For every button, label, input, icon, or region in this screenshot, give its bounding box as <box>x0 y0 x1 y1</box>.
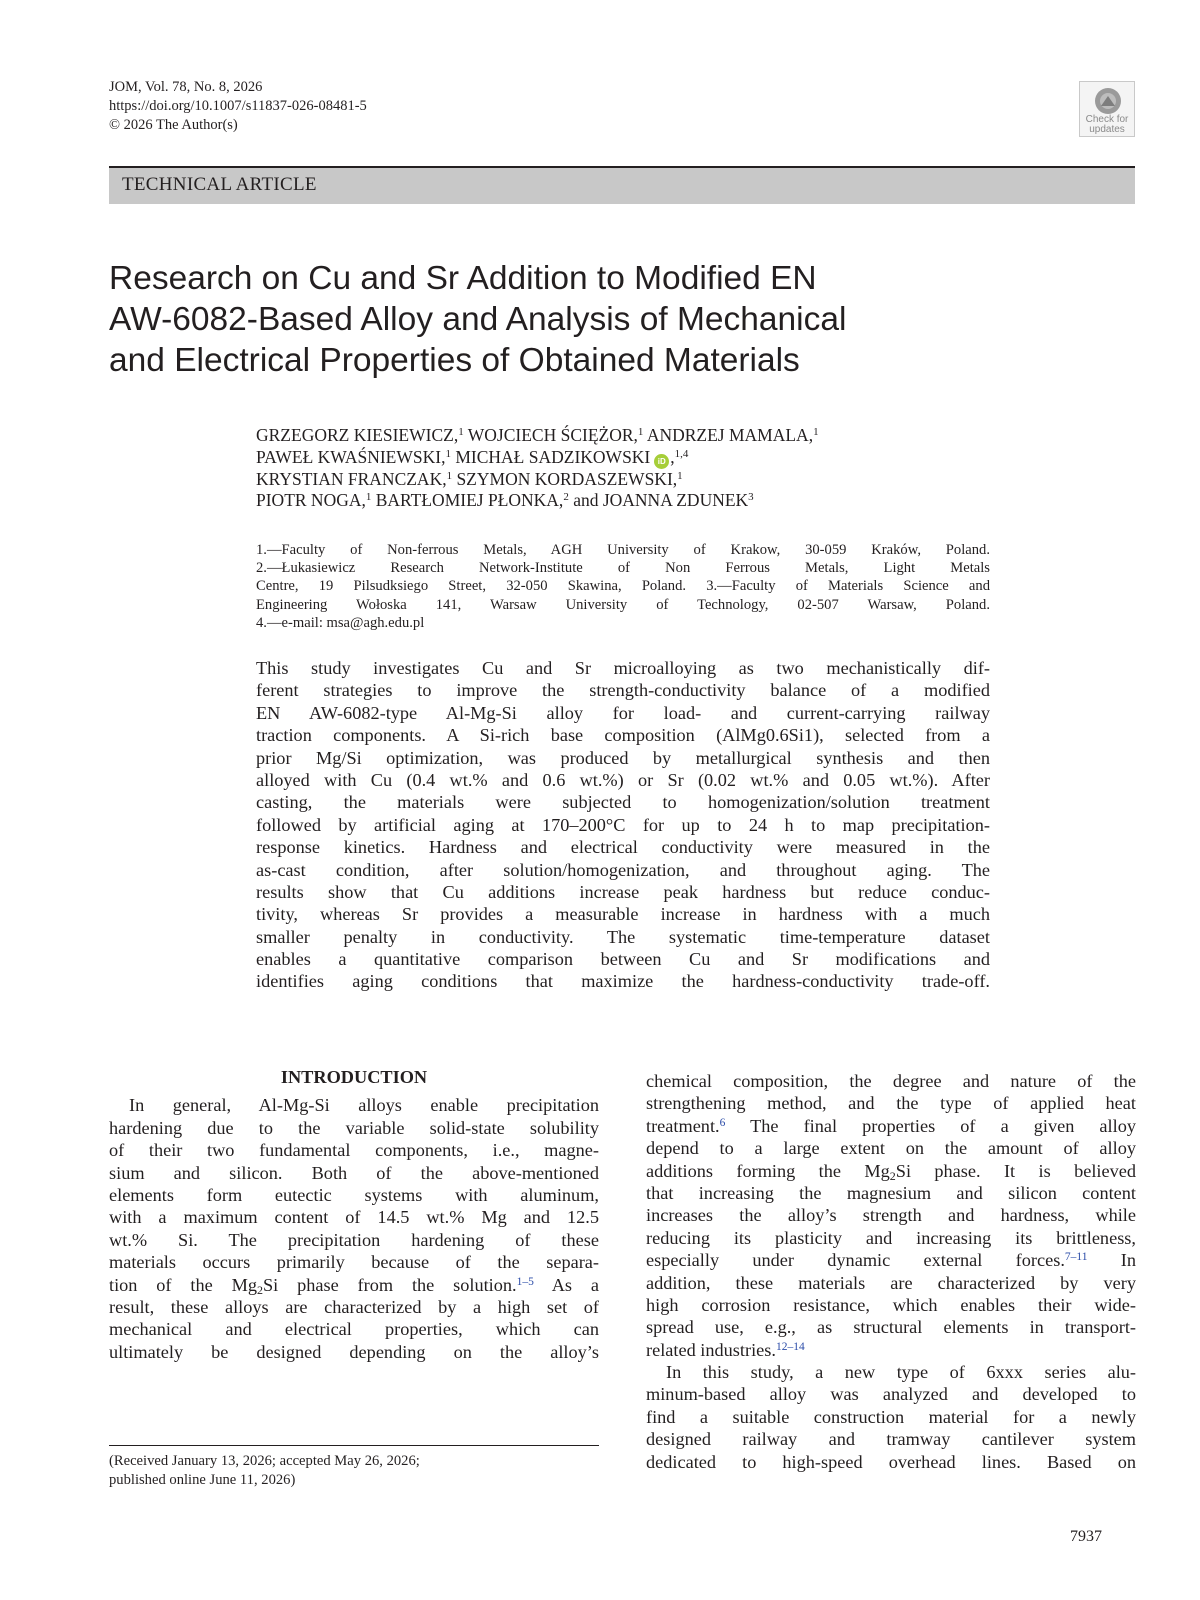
author-list <box>256 425 819 512</box>
abstract <box>256 657 990 993</box>
email-line[interactable]: 4.—e-mail: msa@agh.edu.pl <box>256 614 425 631</box>
affiliation-mark: 1 <box>677 469 683 482</box>
text-run: treatment. <box>646 1115 720 1136</box>
body-line: dedicated to high-speed overhead lines. Based on <box>646 1451 1136 1472</box>
author-name: PAWEŁ KWAŚNIEWSKI, <box>256 446 446 467</box>
abstract-line: response kinetics. Hardness and electrical conductivity were measured in the <box>256 837 990 858</box>
body-line: depend to a large extent on the amount of alloy <box>646 1138 1136 1159</box>
body-line: with a maximum content of 14.5 wt.% Mg and 12.5 <box>109 1207 599 1228</box>
subscript: 2 <box>256 1282 263 1296</box>
affiliation-mark: 1 <box>458 426 464 438</box>
text-run: As a <box>533 1274 599 1295</box>
body-line: sium and silicon. Both of the above-mentioned <box>109 1162 599 1183</box>
body-line: ultimately be designed depending on the alloy’s <box>109 1341 599 1362</box>
body-column-right <box>646 1070 1136 1473</box>
affiliation-line: Centre, 19 Pilsudksiego Street, 32-050 Skawina, Poland. 3.—Faculty of Materials Science and <box>256 578 990 595</box>
body-line: In this study, a new type of 6xxx series alu- <box>666 1362 1136 1383</box>
abstract-line: enables a quantitative comparison between Cu and Sr modifications and <box>256 949 990 970</box>
citation-link[interactable]: 1–5 <box>516 1275 534 1288</box>
article-title <box>109 258 1009 381</box>
body-line: result, these alloys are characterized by a high set of <box>109 1296 599 1317</box>
author-name: SZYMON KORDASZEWSKI, <box>452 468 678 489</box>
author-name: GRZEGORZ KIESIEWICZ, <box>256 425 459 445</box>
abstract-line: traction components. A Si-rich base composition (AlMg0.6Si1), selected from a <box>256 725 990 746</box>
abstract-line: prior Mg/Si optimization, was produced by metallurgical synthesis and then <box>256 747 990 768</box>
text-run: Si phase from the solution. <box>262 1274 517 1295</box>
text-run: related industries. <box>646 1339 776 1360</box>
abstract-line: ferent strategies to improve the strength-conductivity balance of a modified <box>256 680 990 701</box>
body-line: mechanical and electrical properties, which can <box>109 1319 599 1340</box>
body-line: materials occurs primarily because of the separa- <box>109 1252 599 1273</box>
body-line: reducing its plasticity and increasing its brittleness, <box>646 1227 1136 1248</box>
author-name: BARTŁOMIEJ PŁONKA, <box>371 490 564 510</box>
affiliations <box>256 541 990 632</box>
abstract-line: This study investigates Cu and Sr microalloying as two mechanistically dif- <box>256 658 990 678</box>
abstract-line: as-cast condition, after solution/homogenization, and throughout aging. The <box>256 859 990 880</box>
author-name: WOJCIECH ŚCIĘŻOR, <box>463 425 638 445</box>
check-updates-icon <box>1093 86 1123 116</box>
affiliation-mark: 1 <box>445 447 451 460</box>
affiliation-mark: 1 <box>813 426 819 438</box>
subscript: 2 <box>889 1168 896 1182</box>
body-line: chemical composition, the degree and nature of the <box>646 1071 1136 1091</box>
body-line: minum-based alloy was analyzed and developed to <box>646 1384 1136 1405</box>
text-run: In <box>1087 1250 1136 1271</box>
body-line <box>646 1160 1136 1182</box>
affiliation-mark: 1 <box>446 469 453 482</box>
body-line: designed railway and tramway cantilever system <box>646 1429 1136 1450</box>
abstract-line: results show that Cu additions increase peak hardness but reduce conduc- <box>256 881 990 902</box>
body-line: hardening due to the variable solid-state solubility <box>109 1117 599 1138</box>
title-line: Research on Cu and Sr Addition to Modified EN <box>109 260 817 297</box>
text-run: tion of the Mg <box>109 1274 257 1295</box>
author-name: KRYSTIAN FRANCZAK, <box>256 468 447 489</box>
body-line: high corrosion resistance, which enables their wide- <box>646 1294 1136 1315</box>
body-line: that increasing the magnesium and silicon content <box>646 1182 1136 1203</box>
body-line: wt.% Si. The precipitation hardening of these <box>109 1229 599 1250</box>
abstract-line: EN AW-6082-type Al-Mg-Si alloy for load- and current-carrying railway <box>256 702 990 723</box>
body-line: strengthening method, and the type of applied heat <box>646 1093 1136 1114</box>
footnote-divider <box>109 1445 599 1446</box>
body-line <box>646 1249 1136 1271</box>
author-name: and JOANNA ZDUNEK <box>568 490 749 510</box>
affiliation-mark: 1 <box>365 491 372 503</box>
body-column-left <box>109 1066 599 1363</box>
affiliation-mark: 3 <box>748 491 754 503</box>
body-line: spread use, e.g., as structural elements in transport- <box>646 1317 1136 1338</box>
text-run: additions forming the Mg <box>646 1160 890 1181</box>
body-line: increases the alloy’s strength and hardness, while <box>646 1205 1136 1226</box>
body-line <box>646 1339 1136 1361</box>
check-for-updates-badge[interactable] <box>1079 81 1135 137</box>
body-line: of their two fundamental components, i.e., magne- <box>109 1140 599 1161</box>
badge-line-2: updates <box>1089 124 1125 135</box>
author-line <box>256 447 819 469</box>
author-line <box>256 469 819 491</box>
badge-line-1: Check for <box>1085 114 1129 125</box>
citation-link[interactable]: 7–11 <box>1064 1251 1088 1264</box>
body-line: elements form eutectic systems with aluminum, <box>109 1184 599 1205</box>
affiliation-line: 1.—Faculty of Non-ferrous Metals, AGH University of Krakow, 30-059 Kraków, Poland. <box>256 542 990 558</box>
abstract-line: smaller penalty in conductivity. The systematic time-temperature dataset <box>256 926 990 947</box>
received-line: published online June 11, 2026) <box>109 1472 296 1488</box>
abstract-line: casting, the materials were subjected to homogenization/solution treatment <box>256 792 990 813</box>
title-line: and Electrical Properties of Obtained Materials <box>109 342 800 379</box>
section-heading-introduction: INTRODUCTION <box>280 1067 428 1087</box>
text-run: Si phase. It is believed <box>895 1160 1136 1181</box>
page-number: 7937 <box>1070 1528 1102 1545</box>
citation-link[interactable]: 12–14 <box>775 1340 805 1353</box>
affiliation-line: Engineering Wołoska 141, Warsaw University of Technology, 02-507 Warsaw, Poland. <box>256 596 990 613</box>
body-line: find a suitable construction material for a newly <box>646 1406 1136 1427</box>
author-name: PIOTR NOGA, <box>256 490 366 510</box>
author-line <box>256 425 819 447</box>
affiliation-mark: 1 <box>637 426 644 438</box>
abstract-line: identifies aging conditions that maximize the hardness-conductivity trade-off. <box>256 971 990 992</box>
abstract-line: followed by artificial aging at 170–200°C for up to 24 h to map precipitation- <box>256 814 990 835</box>
orcid-icon[interactable]: iD <box>654 454 669 469</box>
body-line: addition, these materials are characterized by very <box>646 1272 1136 1293</box>
journal-citation: JOM, Vol. 78, No. 8, 2026 <box>109 79 263 95</box>
copyright: © 2026 The Author(s) <box>109 117 238 133</box>
affiliation-mark: 2 <box>563 491 569 503</box>
received-line: (Received January 13, 2026; accepted May 26, 2026; <box>109 1453 420 1469</box>
abstract-line: tivity, whereas Sr provides a measurable increase in hardness with a much <box>256 904 990 925</box>
body-line: In general, Al-Mg-Si alloys enable precipitation <box>129 1095 599 1116</box>
text-run: The final properties of a given alloy <box>725 1115 1136 1136</box>
author-name: ANDRZEJ MAMALA, <box>643 425 814 445</box>
text-run: especially under dynamic external forces. <box>646 1250 1065 1271</box>
journal-info <box>109 78 367 135</box>
doi-link[interactable]: https://doi.org/10.1007/s11837-026-08481-5 <box>109 98 367 114</box>
affiliation-line: 2.—Łukasiewicz Research Network-Institute of Non Ferrous Metals, Light Metals <box>256 560 990 577</box>
author-name: , <box>670 446 675 467</box>
author-line <box>256 490 819 512</box>
author-name: MICHAŁ SADZIKOWSKI <box>450 446 651 467</box>
affiliation-mark: 1,4 <box>674 447 689 460</box>
citation-link[interactable]: 6 <box>719 1116 726 1129</box>
body-line <box>109 1274 599 1296</box>
article-type-bar: TECHNICAL ARTICLE <box>109 166 1135 204</box>
abstract-line: alloyed with Cu (0.4 wt.% and 0.6 wt.%) or Sr (0.02 wt.% and 0.05 wt.%). After <box>256 769 990 790</box>
title-line: AW-6082-Based Alloy and Analysis of Mechanical <box>109 301 847 338</box>
body-line <box>646 1115 1136 1137</box>
received-dates <box>109 1452 420 1490</box>
